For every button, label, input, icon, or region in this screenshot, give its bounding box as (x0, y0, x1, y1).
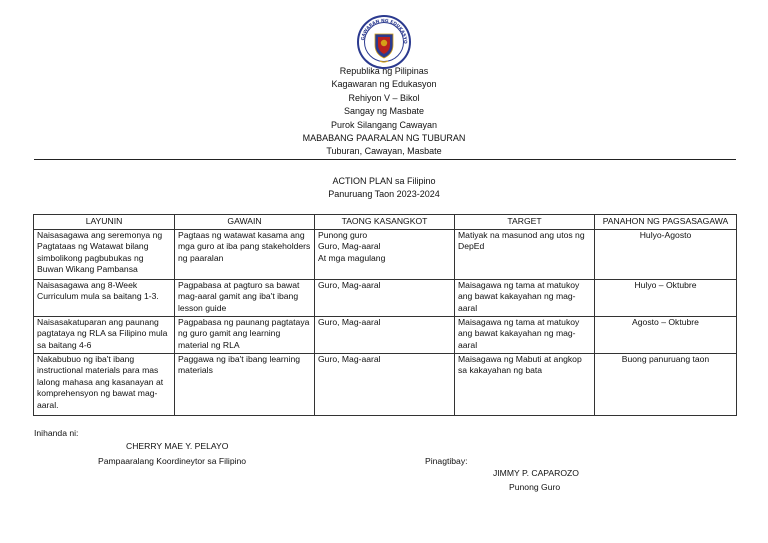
column-header: GAWAIN (175, 215, 315, 230)
column-header: LAYUNIN (34, 215, 175, 230)
table-cell: Maisagawa ng Mabuti at angkop sa kakayahan ng bata (455, 353, 595, 415)
document-title (0, 175, 768, 201)
prepared-by-position: Pampaaralang Koordineytor sa Filipino (98, 456, 247, 466)
header-line-republic: Republika ng Pilipinas (339, 66, 429, 76)
table-cell: Guro, Mag-aaral (315, 353, 455, 415)
table-row (34, 279, 737, 316)
table-cell: Pagpabasa ng paunang pagtataya ng guro gamit ang learning material ng RLA (175, 316, 315, 353)
column-header: TARGET (455, 215, 595, 230)
header-line-department: Kagawaran ng Edukasyon (331, 79, 437, 90)
table-cell: Pagtaas ng watawat kasama ang mga guro at iba pang stakeholders ng paaralan (175, 229, 315, 279)
header-line-school: MABABANG PAARALAN NG TUBURAN (302, 133, 466, 144)
column-header: PANAHON NG PAGSASAGAWA (595, 215, 737, 230)
table-cell: Guro, Mag-aaral (315, 279, 455, 316)
action-plan-table (33, 214, 737, 416)
table-cell: Hulyo-Agosto (595, 229, 737, 279)
letterhead (0, 65, 768, 159)
title-line-1: ACTION PLAN sa Filipino (332, 176, 436, 186)
table-cell: Pagpabasa at pagturo sa bawat mag-aaral gamit ang iba't ibang lesson guide (175, 279, 315, 316)
table-cell: Paggawa ng iba't ibang learning materials (175, 353, 315, 415)
header-line-address: Tuburan, Cawayan, Masbate (326, 146, 442, 157)
prepared-by-name: CHERRY MAE Y. PELAYO (126, 441, 229, 451)
title-line-2: Panuruang Taon 2023-2024 (328, 189, 440, 199)
table-cell: Naisasagawa ang seremonya ng Pagtataas ng Watawat bilang simbolikong pagbubukas ng Buwan Wikang Pambansa (34, 229, 175, 279)
header-line-division: Sangay ng Masbate (343, 106, 425, 117)
table-cell: Maisagawa ng tama at matukoy ang bawat kakayahan ng mag-aaral (455, 279, 595, 316)
approved-by-label: Pinagtibay: (425, 456, 468, 466)
table-cell: Punong guro Guro, Mag-aaral At mga magulang (315, 229, 455, 279)
header-divider (34, 159, 736, 160)
approved-by-position: Punong Guro (509, 482, 561, 492)
seal-ring-text: GAWARAN NG EDUKASYO (361, 18, 408, 44)
prepared-by-label: Inihanda ni: (34, 428, 79, 438)
deped-seal-icon (356, 14, 412, 70)
table-cell: Matiyak na masunod ang utos ng DepEd (455, 229, 595, 279)
column-header: TAONG KASANGKOT (315, 215, 455, 230)
table-row (34, 229, 737, 279)
approved-by-name: JIMMY P. CAPAROZO (493, 468, 579, 478)
header-line-region: Rehiyon V – Bikol (348, 92, 420, 103)
table-row (34, 316, 737, 353)
table-cell: Guro, Mag-aaral (315, 316, 455, 353)
table-cell: Hulyo – Oktubre (595, 279, 737, 316)
table-cell: Buong panuruang taon (595, 353, 737, 415)
table-header-row (34, 215, 737, 230)
table-row (34, 353, 737, 415)
table-cell: Naisasagawa ang 8-Week Curriculum mula sa baitang 1-3. (34, 279, 175, 316)
table-cell: Nakabubuo ng iba't ibang instructional materials para mas lalong mahasa ang kasanayan at komprehensyon ng bawat mag-aaral. (34, 353, 175, 415)
table-cell: Maisagawa ng tama at matukoy ang bawat kakayahan ng mag-aaral (455, 316, 595, 353)
header-line-district: Purok Silangang Cawayan (330, 119, 438, 130)
table-cell: Naisasakatuparan ang paunang pagtataya ng RLA sa Filipino mula sa baitang 4-6 (34, 316, 175, 353)
table-cell: Agosto – Oktubre (595, 316, 737, 353)
